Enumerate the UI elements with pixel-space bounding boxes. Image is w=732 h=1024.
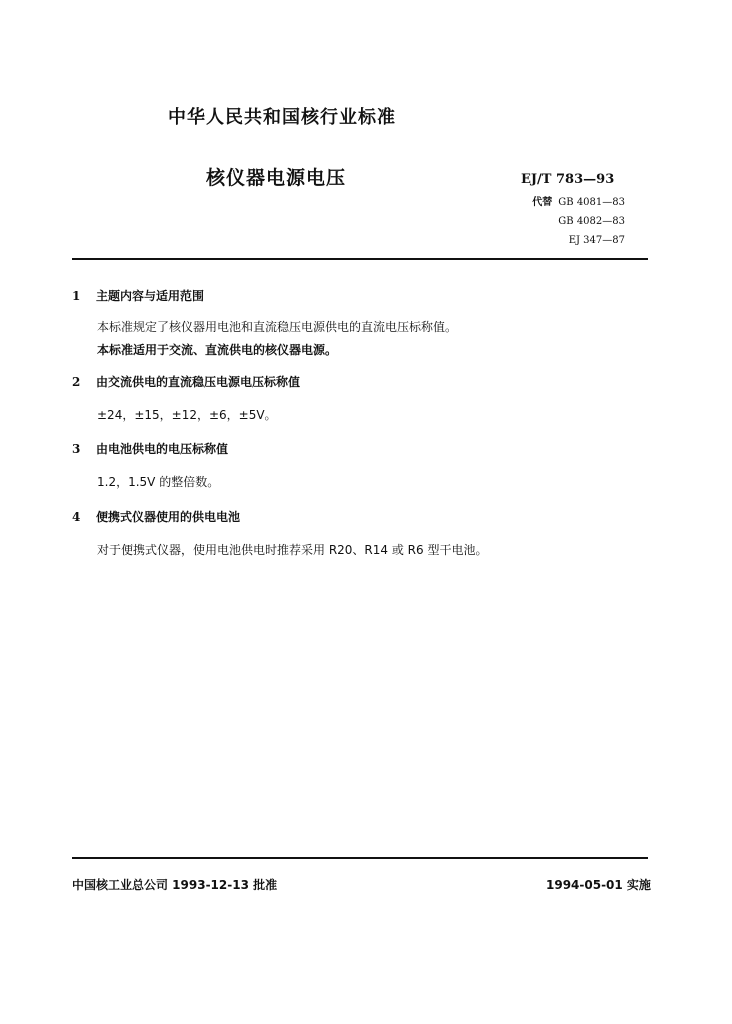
section-title: 主题内容与适用范围 (96, 289, 205, 303)
section-paragraph: 对于便携式仪器，使用电池供电时推荐采用 R20、R14 或 R6 型干电池。 (97, 543, 488, 557)
section-number: 3 (72, 442, 81, 456)
replaces-row (516, 212, 625, 231)
org-title: 中华人民共和国核行业标准 (168, 107, 396, 128)
replaced-standard: GB 4081—83 (558, 197, 625, 208)
section-number: 4 (72, 510, 81, 524)
section-paragraph: 1.2，1.5V 的整倍数。 (97, 475, 220, 489)
document-title: 核仪器电源电压 (206, 167, 347, 189)
replaces-row (516, 231, 625, 250)
approval-line: 中国核工业总公司 1993-12-13 批准 (72, 878, 278, 892)
top-rule (72, 258, 648, 260)
section-paragraph: 本标准规定了核仪器用电池和直流稳压电源供电的直流电压标称值。 (97, 320, 458, 334)
section-heading (72, 373, 300, 390)
section-title: 由交流供电的直流稳压电源电压标称值 (96, 375, 301, 389)
section-heading (72, 440, 228, 457)
bottom-rule (72, 857, 648, 859)
section-title: 便携式仪器使用的供电电池 (96, 510, 241, 524)
section-number: 1 (72, 289, 81, 303)
section-heading (72, 287, 204, 304)
section-heading (72, 508, 240, 525)
replaces-block (516, 193, 625, 250)
effective-date: 1994-05-01 实施 (546, 878, 651, 892)
replaced-standard: GB 4082—83 (558, 216, 625, 227)
replaced-standard: EJ 347—87 (568, 235, 625, 246)
section-paragraph: ±24，±15，±12，±6，±5V。 (97, 408, 277, 422)
section-title: 由电池供电的电压标称值 (96, 442, 229, 456)
replaces-row (516, 193, 625, 212)
section-number: 2 (72, 375, 81, 389)
replaces-label: 代替 (532, 197, 553, 208)
section-paragraph: 本标准适用于交流、直流供电的核仪器电源。 (97, 343, 338, 357)
standard-number: EJ/T 783—93 (521, 172, 615, 187)
